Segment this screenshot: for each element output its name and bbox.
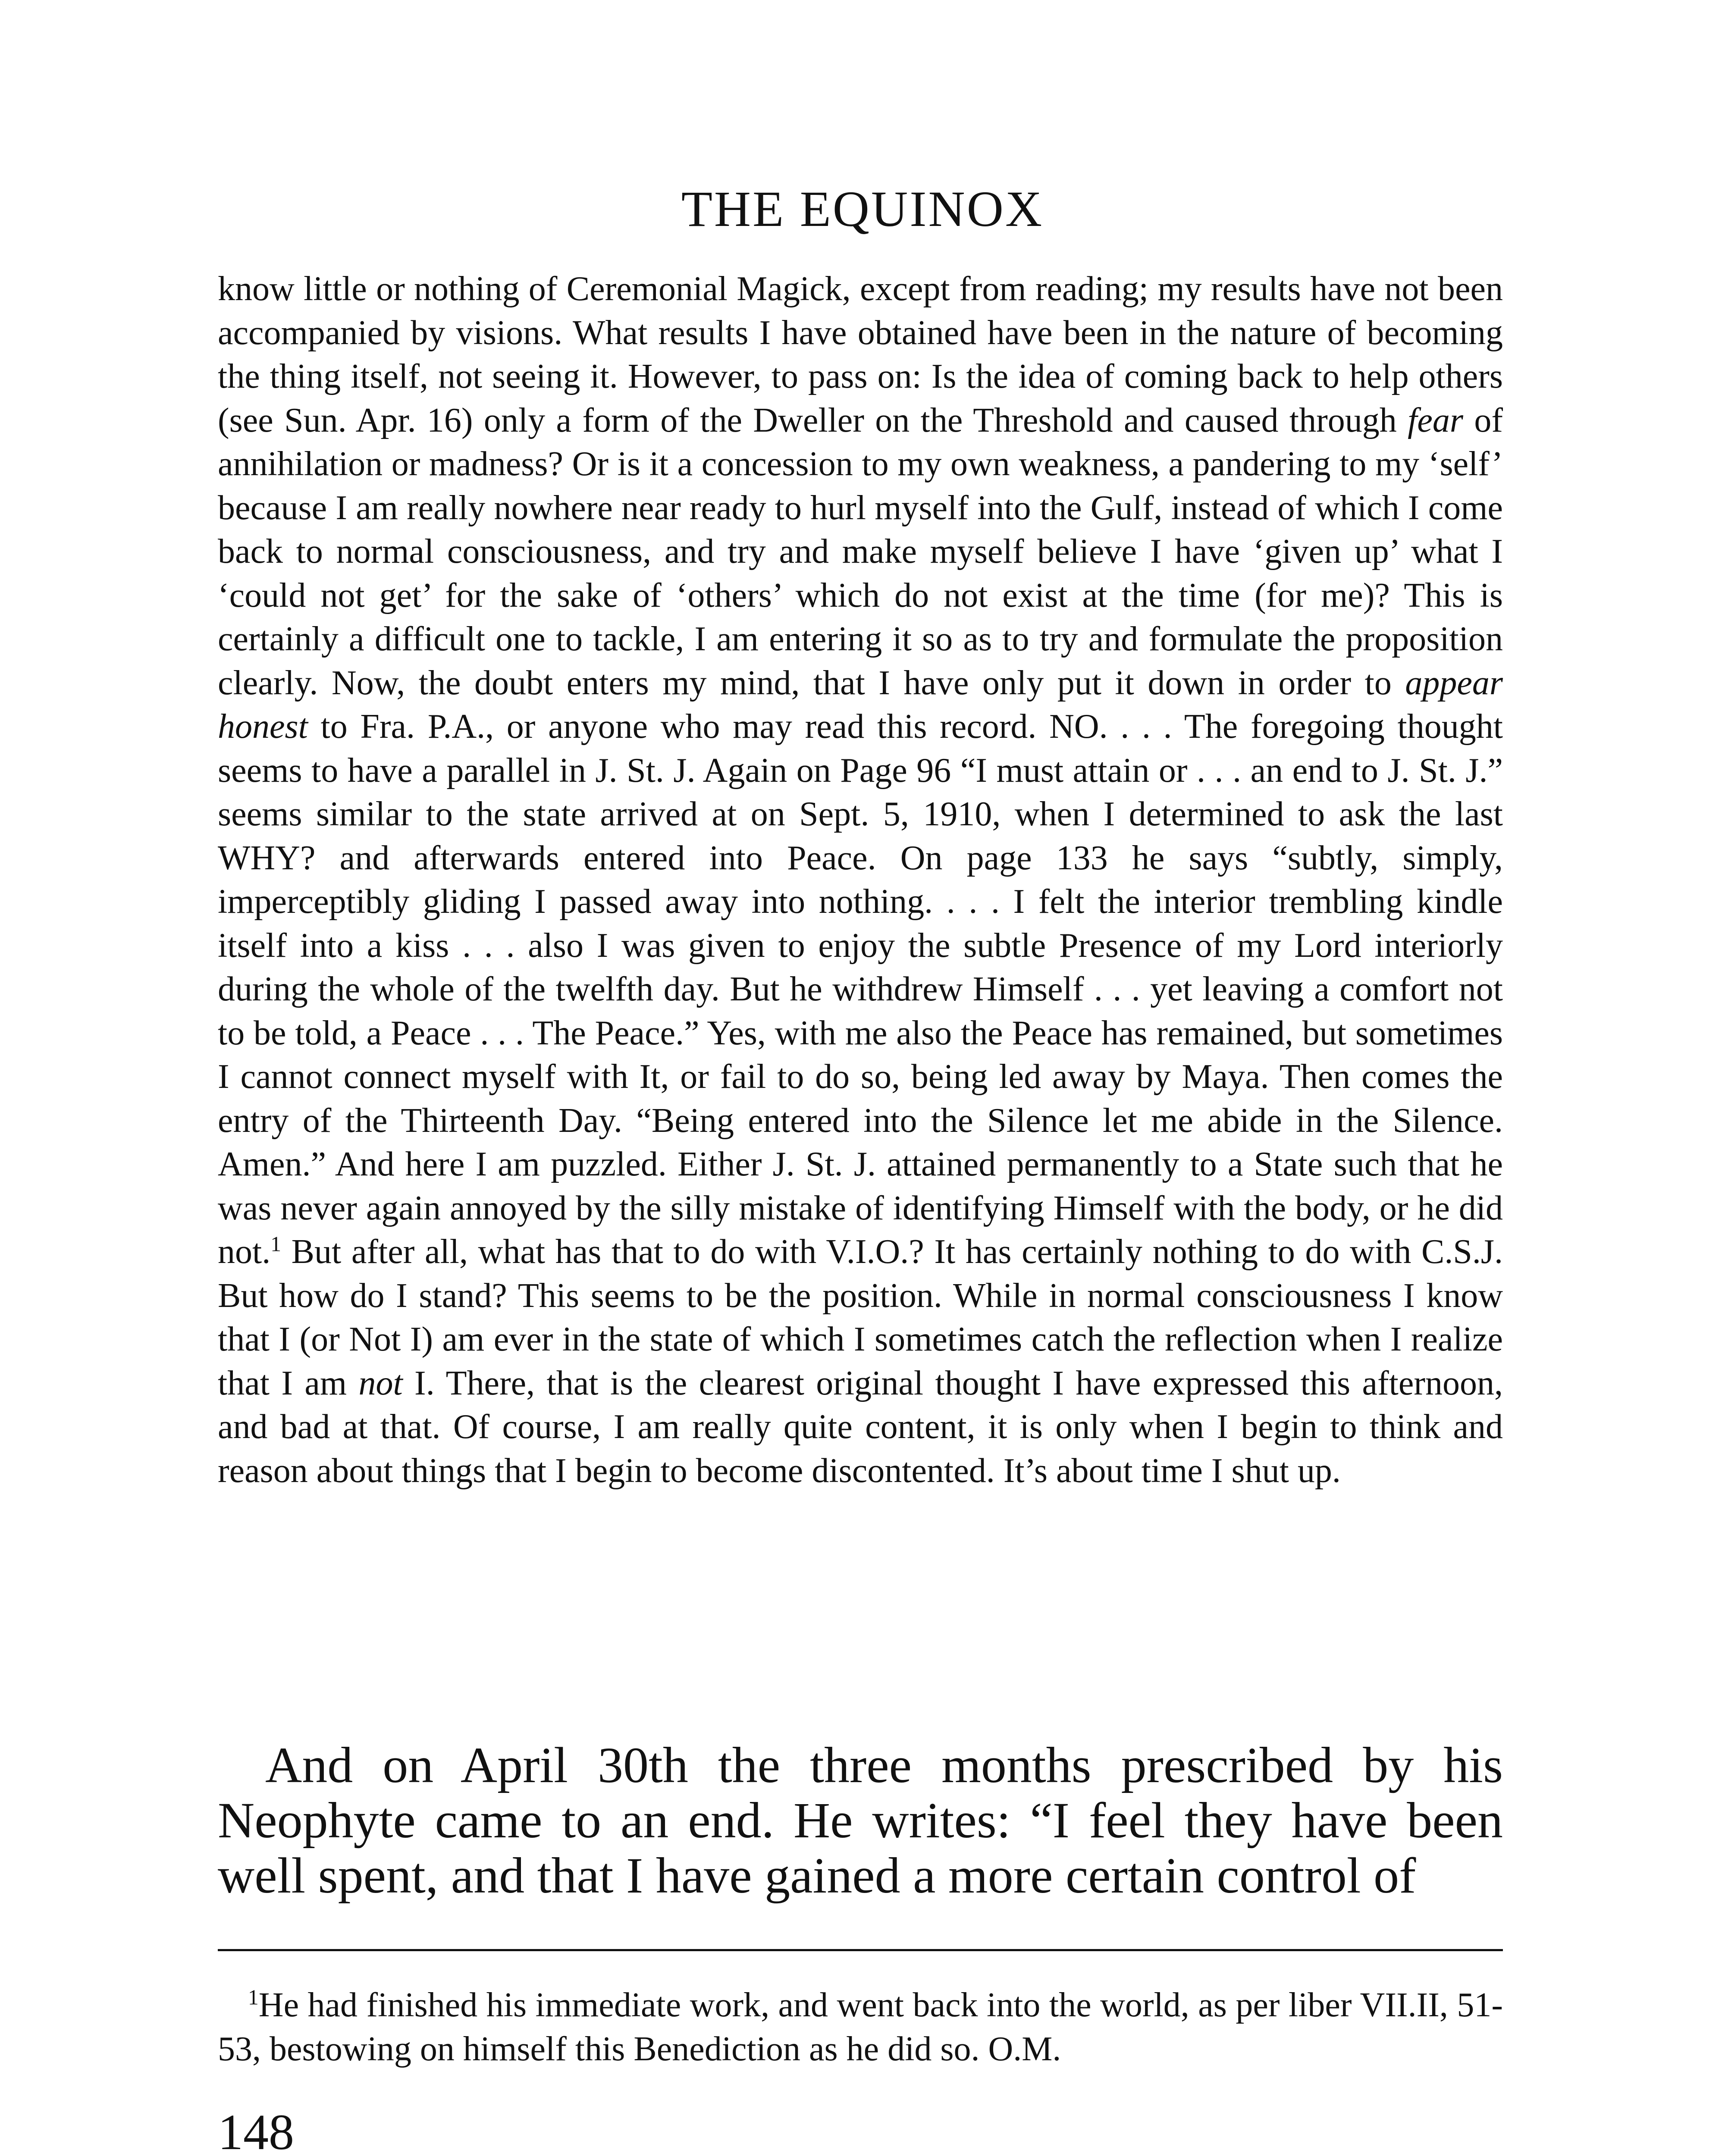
footnote-reference: 1: [270, 1232, 282, 1256]
narrative-text: And on April 30th the three months prescribed by his Neophyte came to an end. He writes: “I feel they have been well spent, and that I have gained a more certain control of: [218, 1737, 1503, 1904]
italic-fear: fear: [1408, 401, 1463, 439]
text-segment: of annihilation or madness? Or is it a concession to my own weakness, a pandering to my ‘self’ because I am really nowhere near ready to hurl myself into the Gulf, instead of which I come back to normal consciousness, and try and make myself believe I have ‘given up’ what I ‘could not get’ for the sake of ‘others’ which do not exist at the time (for me)? This is certainly a difficult one to tackle, I am entering it so as to try and formulate the proposition clearly. Now, the doubt enters my mind, that I have only put it down in order to: [218, 401, 1503, 702]
text-segment: But after all, what has that to do with V.I.O.? It has certainly nothing to do with C.S.J. But how do I stand? This seems to be the position. While in normal consciousness I know that I (or Not I) am ever in the state of which I sometimes catch the reflection when I realize that I am: [218, 1233, 1503, 1402]
text-segment: to Fra. P.A., or anyone who may read this record. NO. . . . The foregoing thought seems to have a parallel in J. St. J. Again on Page 96 “I must attain or . . . an end to J. St. J.” seems similar to the state arrived at on Sept. 5, 1910, when I determined to ask the last WHY? and afterwards entered into Peace. On page 133 he says “subtly, simply, imperceptibly gliding I passed away into nothing. . . . I felt the interior trembling kindle itself into a kiss . . . also I was given to enjoy the subtle Presence of my Lord interiorly during the whole of the twelfth day. But he withdrew Himself . . . yet leaving a comfort not to be told, a Peace . . . The Peace.” Yes, with me also the Peace has remained, but sometimes I cannot connect myself with It, or fail to do so, being led away by Maya. Then comes the entry of the Thirteenth Day. “Being entered into the Silence let me abide in the Silence. Amen.” And here I am puzzled. Either J. St. J. attained permanently to a State such that he was never again annoyed by the silly mistake of identifying Himself with the body, or he did not.: [218, 708, 1503, 1271]
text-segment: know little or nothing of Ceremonial Magick, except from reading; my results have not been accompanied by visions. What results I have obtained have been in the nature of becoming the thing itself, not seeing it. However, to pass on: Is the idea of coming back to help others (see Sun. Apr. 16) only a form of the Dweller on the Threshold and caused through: [218, 270, 1503, 439]
footnote-marker: 1: [248, 1985, 259, 2009]
footnote: [218, 1984, 1503, 2071]
journal-entry-text: [218, 267, 1503, 1493]
narrative-paragraph: [218, 1738, 1503, 1903]
text-segment: I. There, that is the clearest original thought I have expressed this afternoon, and bad at that. Of course, I am really quite content, it is only when I begin to think and reason about things that I begin to become discontented. It’s about time I shut up.: [218, 1364, 1503, 1490]
running-header: THE EQUINOX: [681, 181, 1044, 237]
italic-appear-honest: appear honest: [218, 664, 1503, 746]
journal-paragraph: [218, 267, 1503, 1493]
footnote-text: He had finished his immediate work, and went back into the world, as per liber VII.II, 51-53, bestowing on himself this Benediction as he did so. O.M.: [218, 1986, 1503, 2068]
page-number: 148: [218, 2104, 294, 2156]
italic-not: not: [358, 1364, 403, 1402]
footnote-divider: [218, 1949, 1503, 1951]
